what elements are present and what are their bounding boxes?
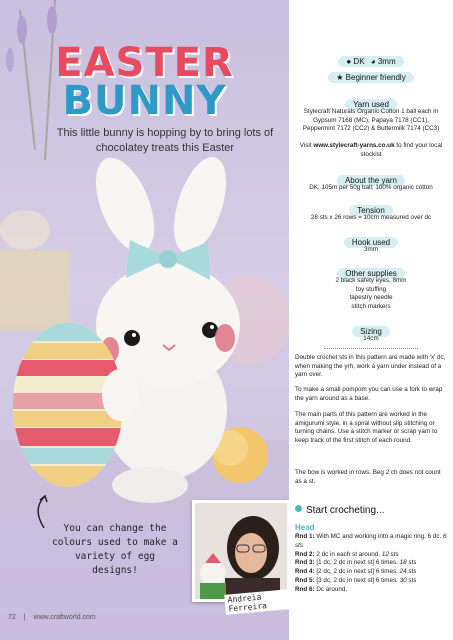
note-paragraph: To make a small pompom you can use a fork to wrap the yarn around as a base. (295, 386, 443, 402)
right-ear (164, 151, 237, 260)
pattern-sidebar (289, 0, 453, 640)
title-line-2: BUNNY (62, 78, 227, 124)
author-name: Andreia Ferreira (224, 589, 289, 615)
supply-item: toy stuffing (355, 285, 387, 293)
round-row: Rnd 4: [2 dc, 2 dc in next st] 6 times. 24 sts (295, 568, 417, 576)
hook-used-heading: Hook used (289, 232, 453, 250)
background-egg (0, 210, 50, 250)
photo-caption: You can change the colours used to make a variety of egg designs! (52, 523, 178, 576)
bunny-head (96, 263, 240, 387)
stockist-link[interactable]: www.stylecraft-yarns.co.uk (313, 142, 395, 149)
yarn-weight: DK (353, 57, 365, 66)
title-line-1: EASTER (55, 40, 234, 86)
bunny-foot (112, 467, 188, 503)
designer-portrait (192, 500, 289, 602)
dotted-divider (324, 348, 418, 349)
round-row: Rnd 5: [3 dc, 2 dc in next st] 6 times. 30 sts (295, 576, 417, 584)
sizing-text: 14cm (363, 335, 379, 342)
hook-used-text: 3mm (364, 246, 378, 253)
about-yarn-heading: About the yarn (289, 170, 453, 188)
bunny-arm (102, 369, 138, 421)
standfirst: This little bunny is hopping by to bring lots of chocolatey treats this Easter (56, 127, 274, 154)
part-heading: Head (295, 523, 315, 532)
sizing-heading: Sizing (289, 321, 453, 339)
supply-item: 2 black safety eyes, 8mm (335, 277, 407, 284)
page-number: 72 (8, 614, 16, 621)
hook-icon: ◕ (370, 57, 376, 66)
round-row: Rnd 1: With MC and working into a magic ring, 6 dc. 6 sts (295, 533, 447, 549)
supply-item: tapestry needle (349, 294, 393, 302)
supplies-list (289, 277, 453, 311)
bullet-icon (295, 505, 302, 512)
footer-site[interactable]: www.craftworld.com (33, 614, 96, 621)
round-row: Rnd 6: Dc around. (295, 585, 348, 593)
start-heading: Start crocheting... (295, 505, 384, 516)
other-supplies-heading: Other supplies (289, 263, 453, 281)
left-ear (84, 150, 166, 261)
yarn-stockist: Visit www.stylecraft-yarns.co.uk to find your local stockist (299, 142, 443, 158)
spec-badges (289, 56, 453, 67)
hook-size-badge: 3mm (377, 57, 396, 66)
level-pill (328, 72, 413, 83)
yarn-used-heading: Yarn used (289, 94, 453, 112)
rounds-list (295, 533, 449, 595)
note-paragraph: The main parts of this pattern are worked in the amigurumi style, in a spiral without slip stitching or turning chains. Use a stitch marker or scrap yarn to keep track of the first stitch of each round. (295, 411, 438, 444)
note-paragraph: The bow is worked in rows. Beg 2 ch does not count as a st. (295, 469, 441, 485)
supply-item: stitch markers (351, 302, 391, 310)
page-footer (8, 614, 102, 621)
tension-heading: Tension (289, 200, 453, 218)
left-eye (124, 330, 140, 346)
skill-level (289, 72, 453, 83)
yarn-used-text: Stylecraft Naturals Organic Cotton 1 ball each in Gypsum 7168 (MC), Papaya 7178 (CC1), Peppermint 7172 (CC2) & Buttermilk 7174 (CC3) (302, 108, 440, 133)
cheek-right (215, 324, 235, 352)
note-paragraph: Double crochet sts in this pattern are made with 'x' dc, when making the yrh, work a yarn under instead of a yarn over. (295, 354, 446, 379)
tension-text: 28 sts x 26 rows = 10cm measured over dc (310, 214, 432, 221)
background-basket (0, 250, 70, 330)
level-text: Beginner friendly (345, 73, 406, 82)
round-row: Rnd 2: 2 dc in each st around. 12 sts (295, 550, 399, 558)
portrait-image (195, 503, 287, 599)
footer-divider: | (23, 614, 26, 621)
about-yarn-text: DK; 105m per 50g ball; 100% organic cotton (309, 184, 433, 191)
round-row: Rnd 3: [1 dc, 2 dc in next st] 6 times. 18 sts (295, 559, 417, 567)
yarn-ball-icon: ● (346, 57, 352, 66)
star-icon: ★ (336, 73, 344, 82)
spec-pill (338, 56, 403, 67)
